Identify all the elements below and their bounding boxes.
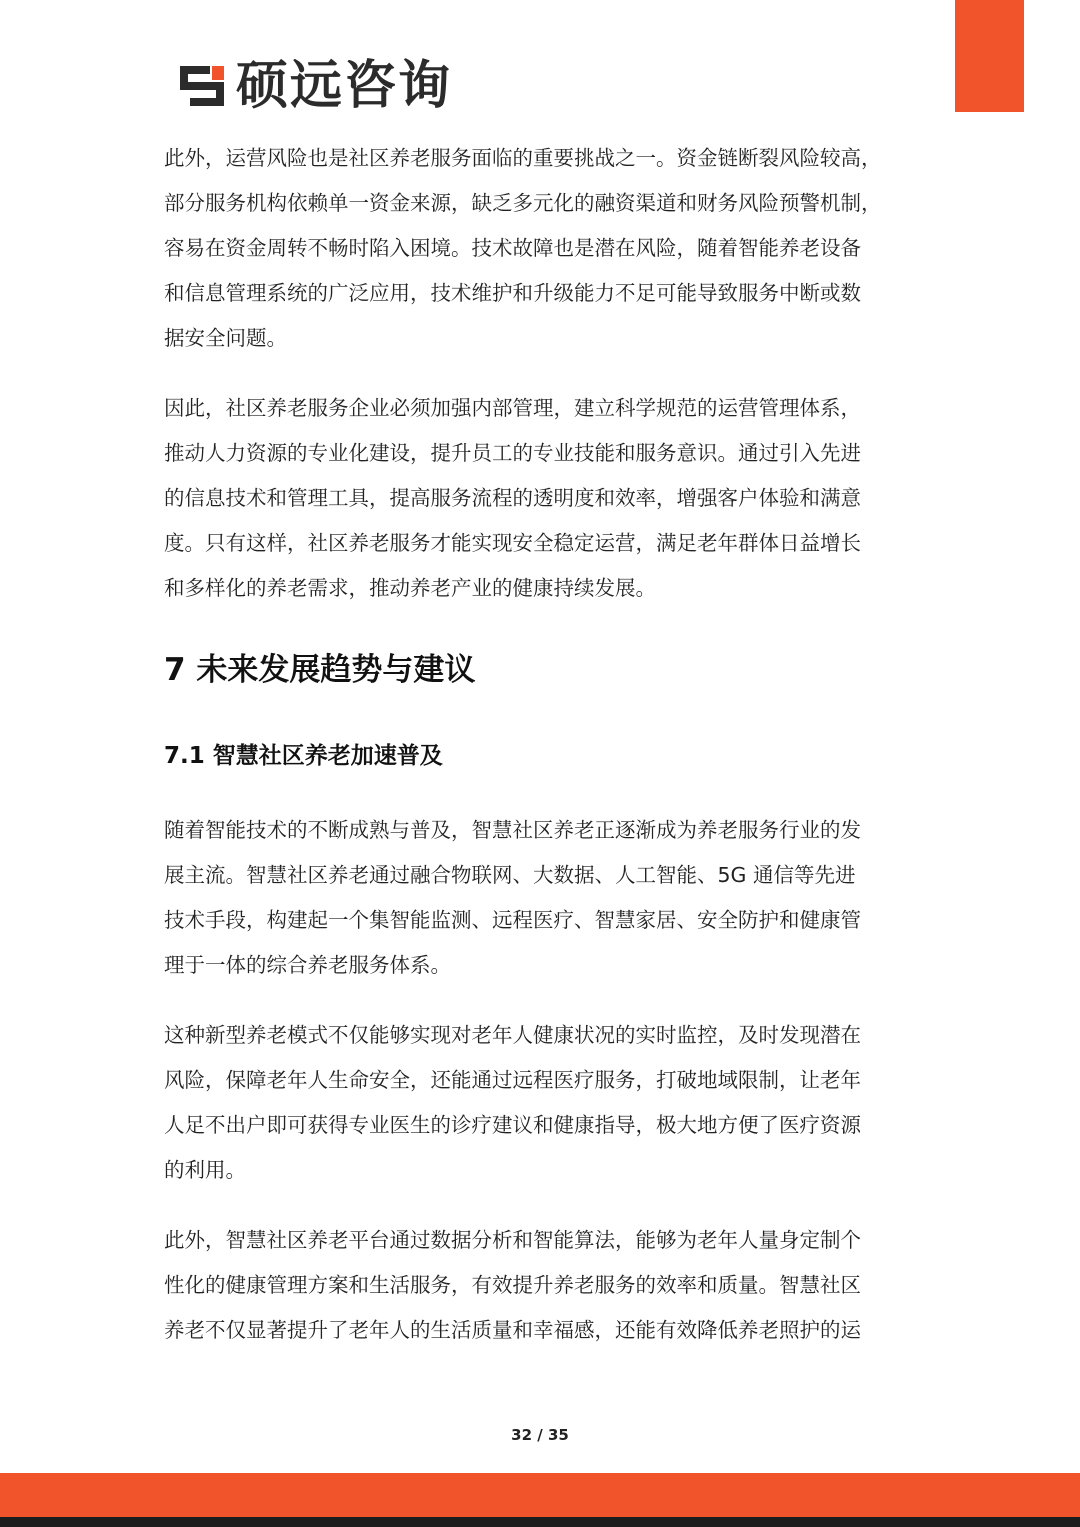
text-line: 据安全问题。: [164, 326, 287, 350]
paragraph-smart-community: [164, 808, 861, 988]
footer-accent-band: [0, 1473, 1080, 1517]
text-line: 理于一体的综合养老服务体系。: [164, 953, 451, 977]
text-line: 技术手段，构建起一个集智能监测、远程医疗、智慧家居、安全防护和健康管: [164, 908, 861, 932]
text-line: 因此，社区养老服务企业必须加强内部管理，建立科学规范的运营管理体系，: [164, 396, 861, 420]
paragraph-operational-risk: [164, 136, 882, 361]
text-line: 此外，运营风险也是社区养老服务面临的重要挑战之一。资金链断裂风险较高，: [164, 146, 882, 170]
page-number: 32 / 35: [511, 1426, 569, 1444]
subsection-heading: 7.1 智慧社区养老加速普及: [164, 743, 443, 769]
text-line: 性化的健康管理方案和生活服务，有效提升养老服务的效率和质量。智慧社区: [164, 1273, 861, 1297]
text-line: 此外，智慧社区养老平台通过数据分析和智能算法，能够为老年人量身定制个: [164, 1228, 861, 1252]
paragraph-platform: [164, 1218, 861, 1353]
text-line: 展主流。智慧社区养老通过融合物联网、大数据、人工智能、5G 通信等先进: [164, 863, 856, 887]
footer-dark-strip: [0, 1517, 1080, 1527]
text-line: 和信息管理系统的广泛应用，技术维护和升级能力不足可能导致服务中断或数: [164, 281, 861, 305]
text-line: 容易在资金周转不畅时陷入困境。技术故障也是潜在风险，随着智能养老设备: [164, 236, 861, 260]
text-line: 这种新型养老模式不仅能够实现对老年人健康状况的实时监控，及时发现潜在: [164, 1023, 861, 1047]
brand-name: 硕远咨询: [236, 56, 453, 116]
text-line: 推动人力资源的专业化建设，提升员工的专业技能和服务意识。通过引入先进: [164, 441, 861, 465]
shuoyuan-s-logo-icon: [176, 60, 228, 112]
text-line: 度。只有这样，社区养老服务才能实现安全稳定运营，满足老年群体日益增长: [164, 531, 861, 555]
text-line: 部分服务机构依赖单一资金来源，缺乏多元化的融资渠道和财务风险预警机制，: [164, 191, 882, 215]
text-line: 风险，保障老年人生命安全，还能通过远程医疗服务，打破地域限制，让老年: [164, 1068, 861, 1092]
text-line: 的利用。: [164, 1158, 246, 1182]
section-heading: 7 未来发展趋势与建议: [164, 652, 476, 688]
paragraph-new-model: [164, 1013, 861, 1193]
text-line: 人足不出户即可获得专业医生的诊疗建议和健康指导，极大地方便了医疗资源: [164, 1113, 861, 1137]
text-line: 养老不仅显著提升了老年人的生活质量和幸福感，还能有效降低养老照护的运: [164, 1318, 861, 1342]
paragraph-management: [164, 386, 861, 611]
text-line: 的信息技术和管理工具，提高服务流程的透明度和效率，增强客户体验和满意: [164, 486, 861, 510]
text-line: 和多样化的养老需求，推动养老产业的健康持续发展。: [164, 576, 656, 600]
text-line: 随着智能技术的不断成熟与普及，智慧社区养老正逐渐成为养老服务行业的发: [164, 818, 861, 842]
top-accent-tab: [955, 0, 1024, 112]
brand-logo: [176, 58, 452, 114]
